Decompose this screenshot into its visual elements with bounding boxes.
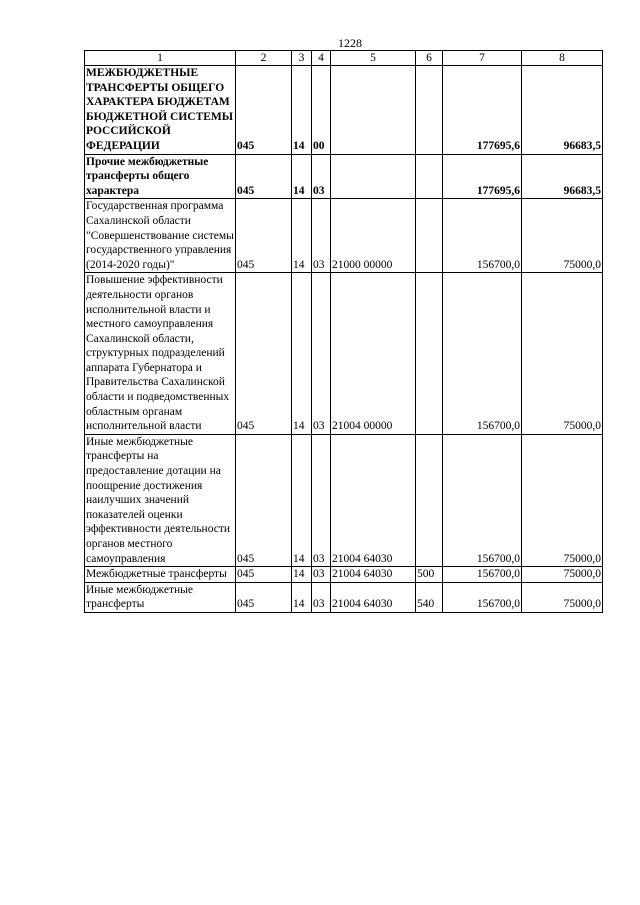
budget-table	[84, 50, 603, 613]
column-header: 5	[331, 51, 416, 66]
cell-ministry-code: 045	[236, 66, 292, 155]
cell-expense-type	[416, 199, 443, 273]
cell-section: 14	[292, 582, 312, 612]
column-header: 4	[312, 51, 331, 66]
cell-ministry-code: 045	[236, 434, 292, 566]
cell-amount-2: 75000,0	[522, 582, 603, 612]
table-row	[85, 199, 603, 273]
header-row	[85, 51, 603, 66]
cell-amount-2: 75000,0	[522, 434, 603, 566]
page-number: 1228	[338, 36, 362, 50]
cell-subsection: 03	[312, 434, 331, 566]
column-header: 3	[292, 51, 312, 66]
cell-expense-type: 500	[416, 567, 443, 583]
cell-target-article: 21004 00000	[331, 273, 416, 435]
row-name: Иные межбюджетные трансферты на предоставление дотации на поощрение достижения наилучших значений показателей оценки эффективности деятельности органов местного самоуправления	[85, 434, 236, 566]
column-header: 6	[416, 51, 443, 66]
cell-target-article: 21004 64030	[331, 567, 416, 583]
cell-subsection: 03	[312, 582, 331, 612]
table-row	[85, 567, 603, 583]
column-header: 2	[236, 51, 292, 66]
cell-ministry-code: 045	[236, 582, 292, 612]
cell-amount-1: 156700,0	[443, 582, 522, 612]
cell-expense-type	[416, 434, 443, 566]
cell-subsection: 03	[312, 567, 331, 583]
cell-section: 14	[292, 199, 312, 273]
cell-section: 14	[292, 567, 312, 583]
cell-section: 14	[292, 154, 312, 199]
cell-section: 14	[292, 434, 312, 566]
row-name: Межбюджетные трансферты	[85, 567, 236, 583]
cell-ministry-code: 045	[236, 199, 292, 273]
row-name: Повышение эффективности деятельности органов исполнительной власти и местного самоуправления Сахалинской области, структурных подразделений аппарата Губернатора и Правительства Сахалинской области и подведомственных областным органам исполнительной власти	[85, 273, 236, 435]
cell-expense-type: 540	[416, 582, 443, 612]
cell-subsection: 03	[312, 273, 331, 435]
cell-subsection: 03	[312, 199, 331, 273]
cell-target-article: 21000 00000	[331, 199, 416, 273]
column-header: 7	[443, 51, 522, 66]
cell-target-article: 21004 64030	[331, 582, 416, 612]
column-header: 1	[85, 51, 236, 66]
cell-ministry-code: 045	[236, 154, 292, 199]
cell-amount-1: 156700,0	[443, 199, 522, 273]
cell-expense-type	[416, 273, 443, 435]
cell-subsection: 03	[312, 154, 331, 199]
table-row	[85, 273, 603, 435]
cell-amount-2: 75000,0	[522, 567, 603, 583]
cell-section: 14	[292, 66, 312, 155]
cell-amount-2: 75000,0	[522, 199, 603, 273]
table-row	[85, 582, 603, 612]
table-row	[85, 66, 603, 155]
cell-amount-1: 177695,6	[443, 66, 522, 155]
row-name: Прочие межбюджетные трансферты общего характера	[85, 154, 236, 199]
cell-section: 14	[292, 273, 312, 435]
row-name: Государственная программа Сахалинской области "Совершенствование системы государственного управления (2014-2020 годы)"	[85, 199, 236, 273]
cell-amount-2: 75000,0	[522, 273, 603, 435]
cell-ministry-code: 045	[236, 567, 292, 583]
cell-amount-1: 156700,0	[443, 567, 522, 583]
cell-amount-1: 156700,0	[443, 273, 522, 435]
cell-target-article	[331, 66, 416, 155]
cell-amount-2: 96683,5	[522, 66, 603, 155]
row-name: МЕЖБЮДЖЕТНЫЕ ТРАНСФЕРТЫ ОБЩЕГО ХАРАКТЕРА БЮДЖЕТАМ БЮДЖЕТНОЙ СИСТЕМЫ РОССИЙСКОЙ ФЕДЕРАЦИИ	[85, 66, 236, 155]
cell-expense-type	[416, 154, 443, 199]
cell-target-article: 21004 64030	[331, 434, 416, 566]
cell-amount-1: 177695,6	[443, 154, 522, 199]
column-header: 8	[522, 51, 603, 66]
table-row	[85, 434, 603, 566]
cell-ministry-code: 045	[236, 273, 292, 435]
row-name: Иные межбюджетные трансферты	[85, 582, 236, 612]
table-row	[85, 154, 603, 199]
cell-amount-1: 156700,0	[443, 434, 522, 566]
cell-expense-type	[416, 66, 443, 155]
cell-target-article	[331, 154, 416, 199]
cell-amount-2: 96683,5	[522, 154, 603, 199]
cell-subsection: 00	[312, 66, 331, 155]
